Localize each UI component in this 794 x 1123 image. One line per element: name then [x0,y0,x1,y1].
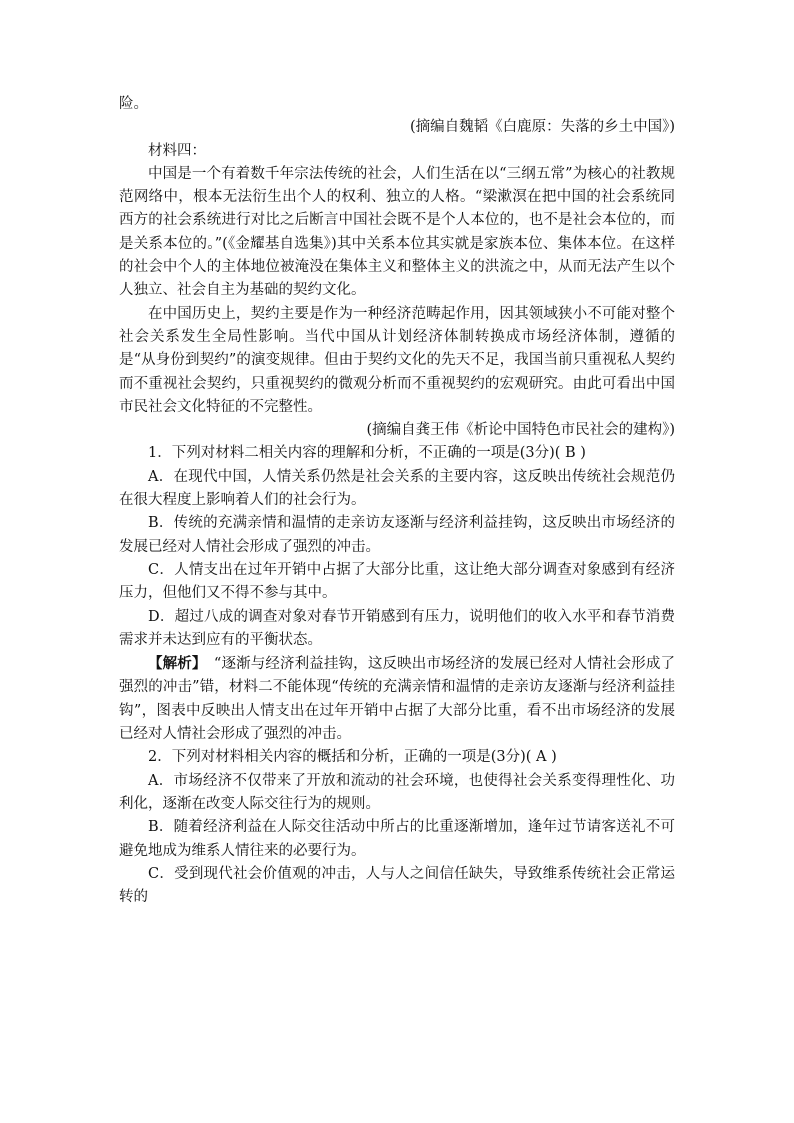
question-stem: 2．下列对材料相关内容的概括和分析，正确的一项是(3分)( A ) [148,749,557,766]
paragraph: 中国是一个有着数千年宗法传统的社会，人们生活在以“三纲五常”为核心的社教规范网络中，根本无法衍生出个人的权利、独立的人格。“梁漱溟在把中国的社会系统同西方的社会系统进行对比之后断言中国社会既不是个人本位的，也不是社会本位的，而是关系本位的。”(《金耀基自选集》)其中关系本位其实就是家族本位、集体本位。在这样的社会中个人的主体地位被淹没在集体主义和整体主义的洪流之中，从而无法产生以个人独立、社会自主为基础的契约文化。 [119,165,675,299]
option-b: B．传统的充满亲情和温情的走亲访友逐渐与经济利益挂钩，这反映出市场经济的发展已经对人情社会形成了强烈的冲击。 [119,515,675,555]
analysis-label: 【解析】 [148,655,200,673]
analysis-text: “逐渐与经济利益挂钩，这反映出市场经济的发展已经对人情社会形成了强烈的冲击”错，材料二不能体现“传统的充满亲情和温情的走亲访友逐渐与经济利益挂钩”，图表中反映出人情支出在过年开销中占据了大部分比重，看不出市场经济的发展已经对人情社会形成了强烈的冲击。 [119,656,675,743]
document-body [119,93,675,909]
analysis-paragraph [119,652,675,746]
source-citation: (摘编自龚王伟《析论中国特色市民社会的建构》) [366,422,675,439]
paragraph: 在中国历史上，契约主要是作为一种经济范畴起作用，因其领域狭小不可能对整个社会关系发生全局性影响。当代中国从计划经济体制转换成市场经济体制，遵循的是“从身份到契约”的演变规律。但由于契约文化的先天不足，我国当前只重视私人契约而不重视社会契约，只重视契约的微观分析而不重视契约的宏观研究。由此可看出中国市民社会文化特征的不完整性。 [119,305,675,415]
option-c: C．受到现代社会价值观的冲击，人与人之间信任缺失，导致维系传统社会正常运转的 [119,865,675,906]
section-heading: 材料四： [148,142,206,159]
option-a: A．市场经济不仅带来了开放和流动的社会环境，也使得社会关系变得理性化、功利化，逐渐在改变人际交往行为的规则。 [119,772,675,812]
option-c: C．人情支出在过年开销中占据了大部分比重，这让绝大部分调查对象感到有经济压力，但他们又不得不参与其中。 [119,561,675,602]
option-a: A．在现代中国，人情关系仍然是社会关系的主要内容，这反映出传统社会规范仍在很大程度上影响着人们的社会行为。 [119,468,675,509]
text-line: 险。 [119,96,148,112]
question-stem: 1．下列对材料二相关内容的理解和分析，不正确的一项是(3分)( B ) [148,445,586,462]
source-citation: (摘编自魏韬《白鹿原：失落的乡土中国》) [409,119,675,136]
option-b: B．随着经济利益在人际交往活动中所占的比重逐渐增加，逢年过节请客送礼不可避免地成为维系人情往来的必要行为。 [119,819,675,859]
option-d: D．超过八成的调查对象对春节开销感到有压力，说明他们的收入水平和春节消费需求并未达到应有的平衡状态。 [119,608,675,648]
